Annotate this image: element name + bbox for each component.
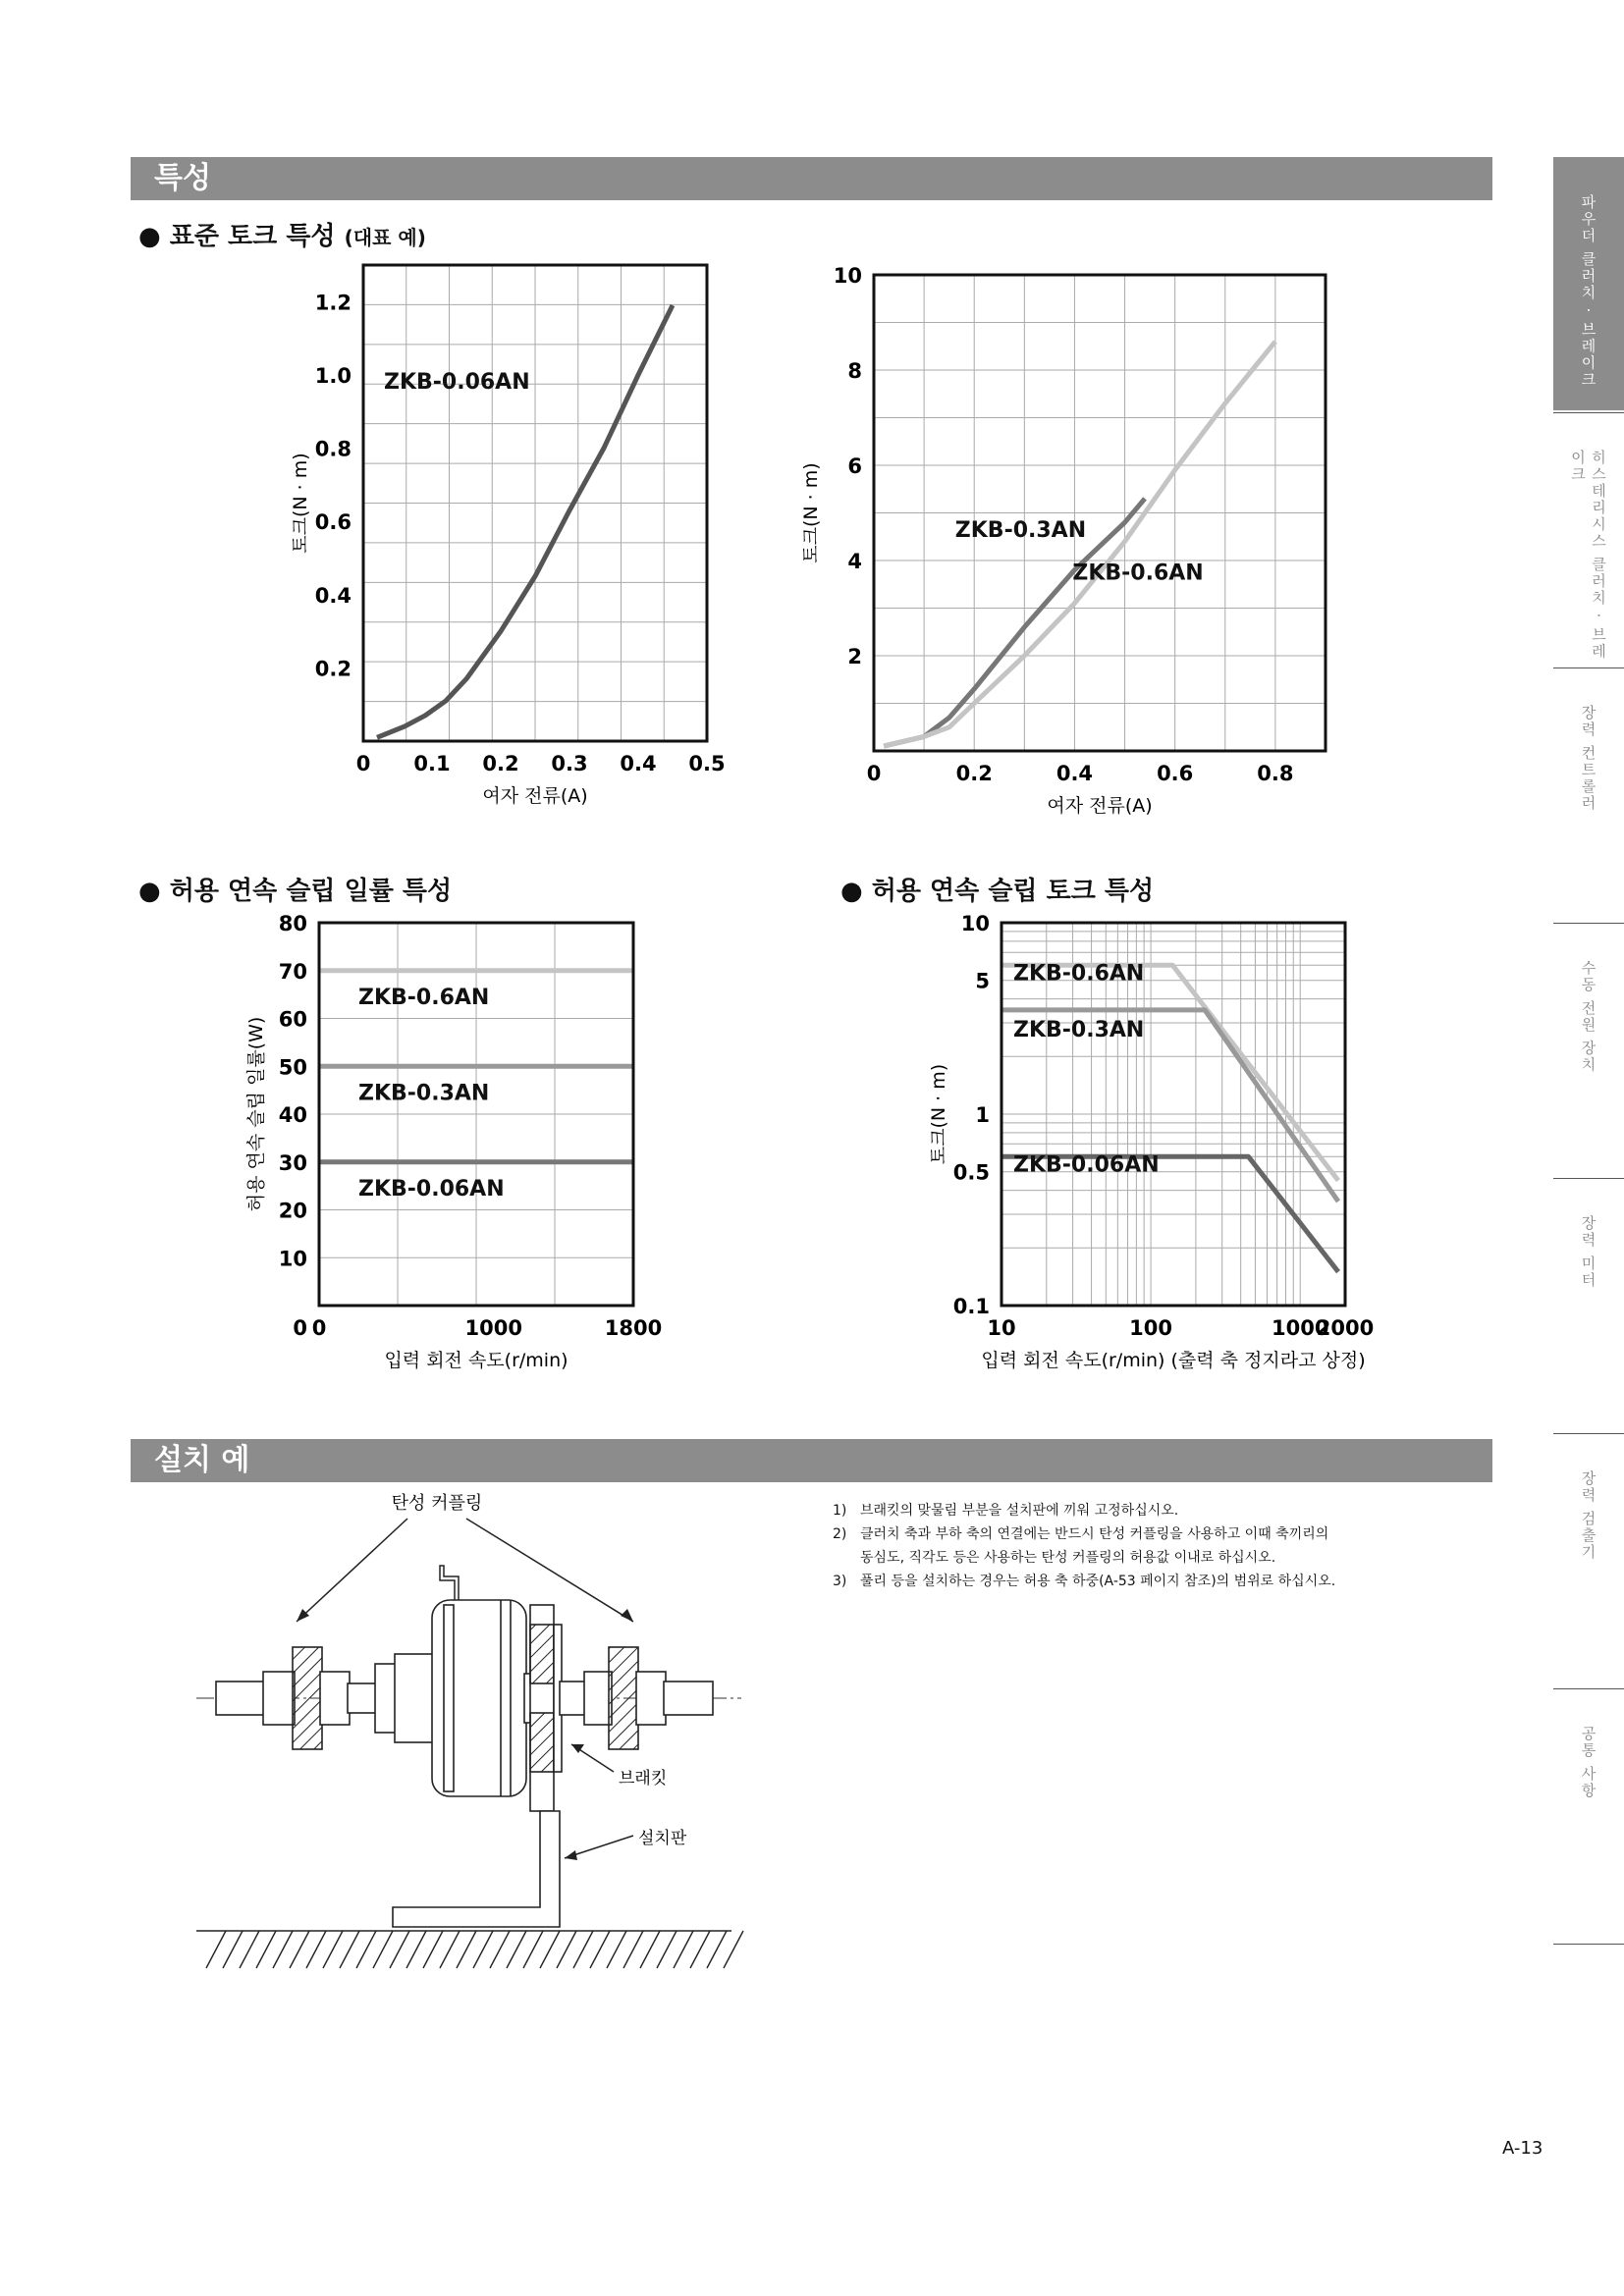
note-text: 동심도, 직각도 등은 사용하는 탄성 커플링의 허용값 이내로 하십시오. [860,1550,1276,1566]
side-tab-label: 장력 컨트롤러 [1579,705,1597,812]
side-tab-item[interactable] [1553,1688,1624,1944]
series-line [1001,965,1338,1180]
note-text: 풀리 등을 설치하는 경우는 허용 축 하중(A-53 페이지 참조)의 범위로 하십시오. [860,1574,1336,1589]
series-line [884,342,1275,746]
subhead-text: 표준 토크 특성 [169,222,336,251]
x-tick-label: 0 [311,1316,327,1340]
y-tick-label: 0.1 [952,1295,990,1318]
bullet-icon: ● [138,877,161,906]
hatch-stroke [323,1931,343,1968]
hatch-stroke [657,1931,677,1968]
label-bracket: 브래킷 [619,1769,668,1789]
y-tick-label: 60 [278,1007,307,1032]
note-number: 2) [833,1526,847,1542]
y-tick-label: 0.6 [314,510,352,535]
hatch-stroke [256,1931,276,1968]
x-tick-label: 0.8 [1257,762,1294,785]
side-tab-divider [1553,1944,1624,1945]
note-number: 3) [833,1574,847,1589]
note-item [833,1571,1335,1592]
hatch-stroke [674,1931,693,1968]
x-tick-label: 0.1 [413,752,451,775]
hatch-stroke [423,1931,443,1968]
ground-hatch [206,1931,743,1968]
right-coupling [560,1647,713,1749]
x-axis-label: 입력 회전 속도(r/min) [384,1350,568,1371]
series-label: ZKB-0.06AN [384,370,530,396]
hatch-stroke [540,1931,560,1968]
hatch-stroke [490,1931,510,1968]
y-tick-label: 50 [278,1055,307,1080]
hatch-stroke [373,1931,393,1968]
side-tab-label: 수동 전원 장치 [1579,960,1597,1074]
y-tick-label: 4 [847,550,862,573]
section-title: 특성 [154,161,211,195]
hatch-stroke [340,1931,359,1968]
hatch-stroke [473,1931,493,1968]
bullet-icon: ● [138,222,161,251]
side-tab-item[interactable] [1553,157,1624,410]
y-tick-label: 1 [975,1103,990,1127]
label-coupling: 탄성 커플링 [391,1493,483,1514]
hatch-stroke [406,1931,426,1968]
y-tick-label: 80 [278,912,307,935]
x-tick-label: 2000 [1316,1316,1375,1340]
x-tick-label: 0 [355,752,371,775]
y-tick-label: 0 [293,1316,307,1340]
hatch-stroke [523,1931,543,1968]
y-tick-label: 8 [847,359,862,383]
y-tick-label: 40 [278,1103,307,1127]
y-tick-label: 10 [278,1247,307,1271]
x-tick-label: 0.2 [955,762,993,785]
x-tick-label: 0.5 [688,752,726,775]
x-tick-label: 1800 [604,1316,663,1340]
side-tab-item[interactable] [1553,667,1624,923]
side-tab-item[interactable] [1553,923,1624,1178]
hatch-stroke [440,1931,460,1968]
y-axis-label: 허용 연속 슬립 일률(W) [245,1016,267,1212]
side-tab-label: 히스테리시스 클러치 · 브레이크 [1569,450,1607,661]
y-axis-label: 토크(N · m) [290,453,311,554]
hatch-stroke [507,1931,526,1968]
note-item [833,1523,1328,1545]
side-tab-label: 장력 미터 [1579,1215,1597,1289]
side-tab-item[interactable] [1553,1178,1624,1433]
note-text: 브래킷의 맞물림 부분을 설치판에 끼워 고정하십시오. [860,1503,1179,1519]
page-number: A-13 [1502,2138,1543,2159]
series-label: ZKB-0.06AN [358,1177,505,1202]
chart-slip-power [236,912,707,1394]
chart-std-torque-0.06 [290,265,746,844]
side-tab-item[interactable] [1553,1433,1624,1688]
y-tick-label: 0.8 [314,437,352,461]
chart-std-torque-0.3-0.6 [800,264,1365,844]
note-number: 1) [833,1503,847,1519]
x-tick-label: 1000 [1271,1316,1329,1340]
series-label: ZKB-0.3AN [954,517,1087,543]
subhead-text: 허용 연속 슬립 토크 특성 [871,877,1155,906]
hatch-stroke [223,1931,243,1968]
y-tick-label: 1.0 [314,363,352,388]
label-plate: 설치판 [638,1829,687,1848]
x-tick-label: 100 [1129,1316,1173,1340]
y-tick-label: 1.2 [314,291,352,315]
subhead-slip-torque [840,871,1154,907]
x-axis-label: 여자 전류(A) [482,785,588,807]
subhead-text: 허용 연속 슬립 일률 특성 [169,877,453,906]
side-tab-label: 장력 검출기 [1579,1470,1597,1561]
y-tick-label: 0.4 [314,583,352,608]
hatch-stroke [690,1931,710,1968]
note-text: 클러치 축과 부하 축의 연결에는 반드시 탄성 커플링을 사용하고 이때 축끼리의 [860,1526,1329,1542]
series-label: ZKB-0.3AN [358,1081,490,1106]
note-item [833,1547,1275,1569]
bullet-icon: ● [840,877,863,906]
y-tick-label: 20 [278,1199,307,1223]
hatch-stroke [607,1931,626,1968]
hatch-stroke [356,1931,376,1968]
x-tick-label: 0.6 [1157,762,1194,785]
subhead-slip-power [138,871,452,907]
chart-slip-torque [913,912,1424,1394]
x-tick-label: 0.4 [1056,762,1094,785]
hatch-stroke [306,1931,326,1968]
y-axis-label: 토크(N · m) [800,462,822,563]
left-coupling [216,1647,377,1749]
x-tick-label: 10 [987,1316,1016,1340]
hatch-stroke [557,1931,576,1968]
y-tick-label: 5 [975,969,990,993]
section-bar-characteristics [131,157,1492,200]
hatch-stroke [623,1931,643,1968]
x-tick-label: 0.2 [482,752,519,775]
y-tick-label: 10 [833,264,862,288]
note-item [833,1500,1178,1522]
hatch-stroke [724,1931,743,1968]
hatch-stroke [457,1931,476,1968]
series-label: ZKB-0.06AN [1013,1152,1160,1178]
subhead-std-torque [138,216,426,252]
installation-diagram [187,1487,756,1978]
side-tab-label: 파우더 클러치 · 브레이크 [1579,194,1597,389]
y-tick-label: 2 [847,645,862,668]
hatch-stroke [240,1931,259,1968]
y-tick-label: 6 [847,454,862,478]
y-tick-label: 0.2 [314,657,352,681]
hatch-stroke [573,1931,593,1968]
y-tick-label: 70 [278,959,307,984]
hatch-stroke [290,1931,309,1968]
hatch-stroke [707,1931,727,1968]
x-tick-label: 0.3 [551,752,588,775]
y-tick-label: 0.5 [952,1160,990,1185]
terminal-wire [440,1566,459,1600]
x-tick-label: 0.4 [620,752,657,775]
hatch-stroke [206,1931,226,1968]
x-tick-label: 0 [866,762,882,785]
series-label: ZKB-0.6AN [358,986,490,1011]
section-title: 설치 예 [154,1443,250,1477]
series-label: ZKB-0.6AN [1013,961,1145,987]
section-bar-installation [131,1439,1492,1482]
hatch-stroke [640,1931,660,1968]
y-tick-label: 10 [960,912,990,935]
series-label: ZKB-0.6AN [1072,561,1204,586]
y-axis-label: 토크(N · m) [928,1063,949,1165]
x-axis-label: 여자 전류(A) [1047,795,1153,817]
side-tab-label: 공통 사항 [1579,1726,1597,1799]
subhead-note: (대표 예) [344,226,426,249]
y-tick-label: 30 [278,1150,307,1175]
x-axis-label: 입력 회전 속도(r/min) (출력 축 정지라고 상정) [981,1350,1366,1371]
side-tab-item[interactable] [1553,412,1624,667]
clutch-body [375,1600,550,1796]
hatch-stroke [273,1931,293,1968]
x-tick-label: 1000 [464,1316,523,1340]
series-label: ZKB-0.3AN [1013,1017,1145,1042]
hatch-stroke [390,1931,409,1968]
hatch-stroke [590,1931,610,1968]
